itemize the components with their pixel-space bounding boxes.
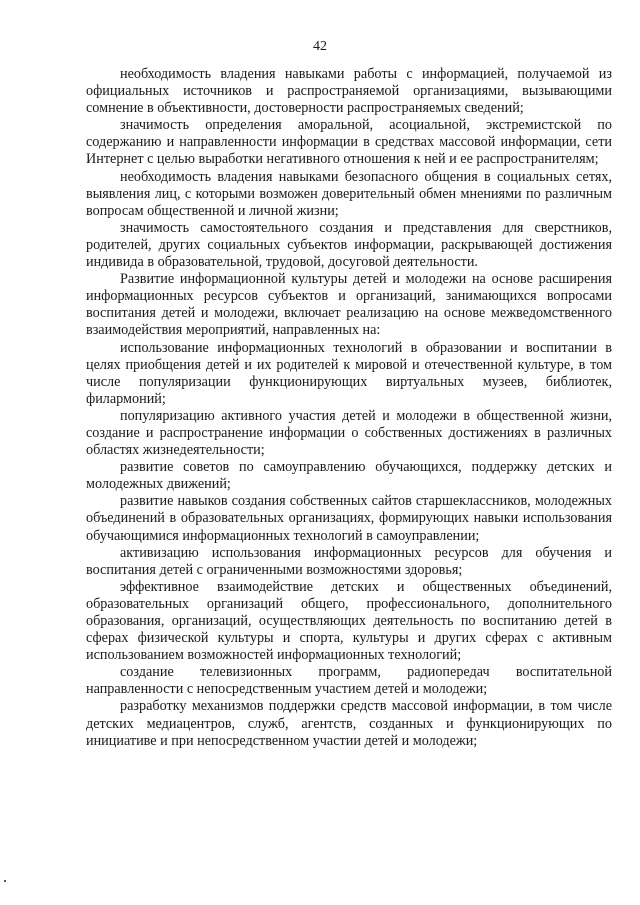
paragraph: необходимость владения навыками работы с информацией, получаемой из официальных источников и распространяемой организациями, вызывающими сомнение в объективности, достоверности распространяемых сведений; — [86, 66, 612, 117]
page-number: 42 — [313, 39, 327, 54]
paragraph: использование информационных технологий в образовании и воспитании в целях приобщения детей и их родителей к мировой и отечественной культуре, в том числе популяризации функционирующих виртуальных музеев, библиотек, филармоний; — [86, 339, 612, 407]
paragraph: популяризацию активного участия детей и молодежи в общественной жизни, создание и распространение информации о собственных достижениях в различных областях жизнедеятельности; — [86, 407, 612, 459]
paragraph: развитие советов по самоуправлению обучающихся, поддержку детских и молодежных движений; — [86, 459, 612, 493]
paragraph: активизацию использования информационных ресурсов для обучения и воспитания детей с ограниченными возможностями здоровья; — [86, 544, 612, 578]
scan-speck — [4, 880, 6, 882]
paragraph: эффективное взаимодействие детских и общественных объединений, образовательных организаций общего, профессионального, дополнительного образования, организаций, осуществляющих деятельность по воспитанию детей в сферах физической культуры и спорта, культуры и других сферах с активным использованием возможностей информационных технологий; — [86, 578, 612, 664]
paragraph: значимость определения аморальной, асоциальной, экстремистской по содержанию и направленности информации в средствах массовой информации, сети Интернет с целью выработки негативного отношения к ней и ее распространителям; — [86, 117, 612, 168]
paragraph: значимость самостоятельного создания и представления для сверстников, родителей, других социальных субъектов информации, раскрывающей достижения индивида в образовательной, трудовой, досуговой деятельности. — [86, 219, 612, 271]
paragraph: создание телевизионных программ, радиопередач воспитательной направленности с непосредственным участием детей и молодежи; — [86, 664, 612, 698]
paragraph: развитие навыков создания собственных сайтов старшеклассников, молодежных объединений в образовательных организациях, формирующих навыки использования обучающимися информационных технологий в самоуправлении; — [86, 493, 612, 544]
paragraph: разработку механизмов поддержки средств массовой информации, в том числе детских медиацентров, служб, агентств, созданных и функционирующих по инициативе и при непосредственном участии детей и молодежи; — [86, 698, 612, 749]
paragraph: необходимость владения навыками безопасного общения в социальных сетях, выявления лиц, с которыми возможен доверительный обмен мнениями по различным вопросам общественной и личной жизни; — [86, 168, 612, 219]
body-text — [86, 66, 612, 750]
paragraph: Развитие информационной культуры детей и молодежи на основе расширения информационных ресурсов субъектов и организаций, занимающихся вопросами воспитания детей и молодежи, включает реализацию на основе межведомственного взаимодействия мероприятий, направленных на: — [86, 271, 612, 339]
